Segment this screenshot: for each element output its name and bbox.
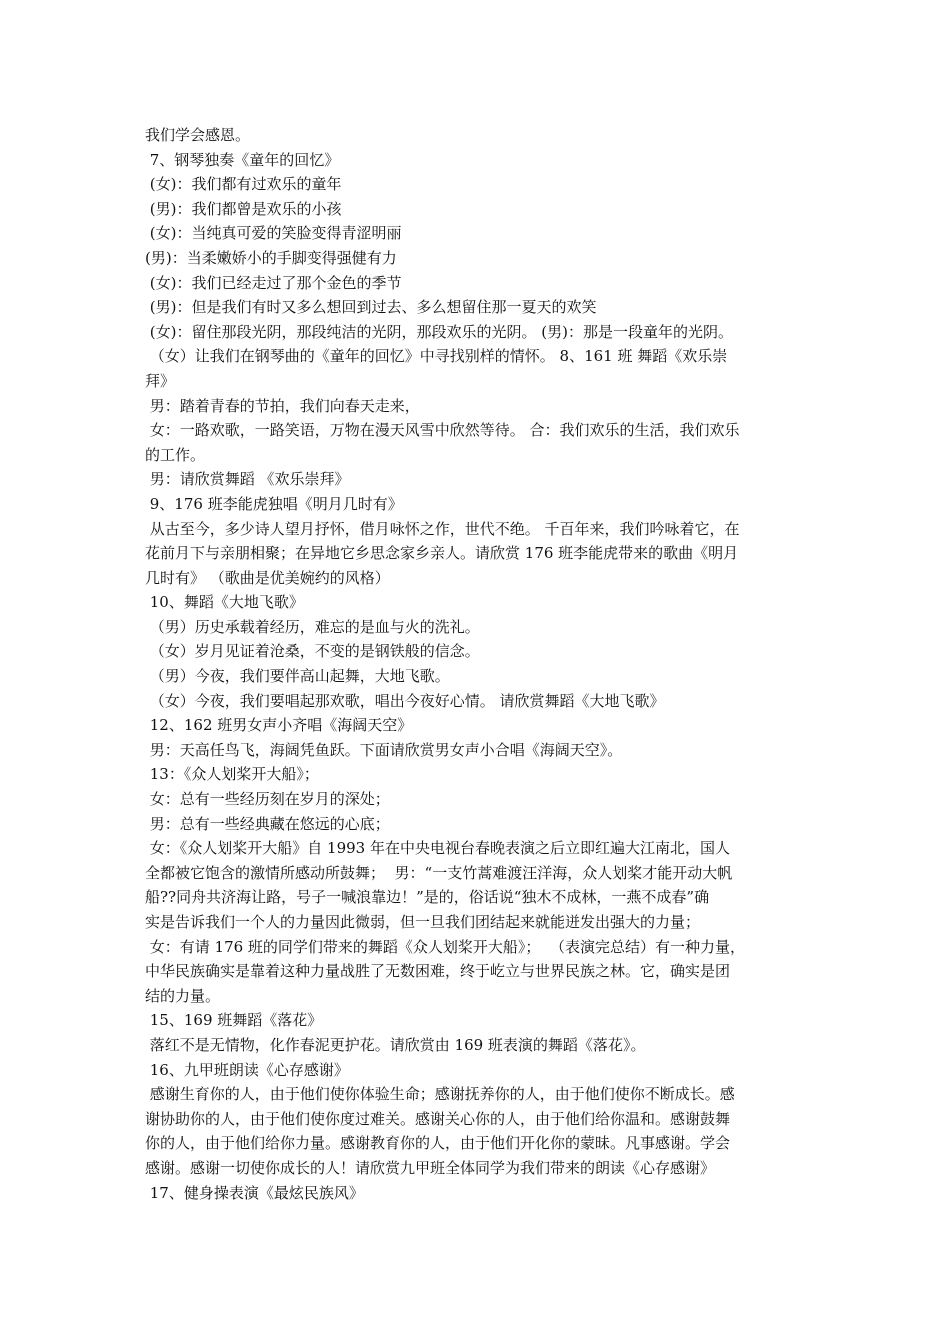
text-line: 7、钢琴独奏《童年的回忆》 xyxy=(145,150,340,169)
text-line: 16、九甲班朗读《心存感谢》 xyxy=(145,1060,349,1079)
text-line: （男）今夜，我们要伴高山起舞，大地飞歌。 xyxy=(145,667,450,686)
text-line: 花前月下与亲朋相聚；在异地它乡思念家乡亲人。请欣赏 176 班李能虎带来的歌曲《明月 xyxy=(145,544,739,563)
text-line: （女）岁月见证着沧桑，不变的是钢铁般的信念。 xyxy=(145,642,480,661)
text-line: 你的人，由于他们给你力量。感谢教育你的人，由于他们开化你的蒙昧。凡事感谢。学会 xyxy=(145,1134,731,1153)
text-line: 实是告诉我们一个人的力量因此微弱，但一旦我们团结起来就能迸发出强大的力量； xyxy=(145,913,701,931)
text-line: （女）让我们在钢琴曲的《童年的回忆》中寻找别样的情怀。 8、161 班 舞蹈《欢乐崇 xyxy=(145,347,728,366)
text-line: （男）历史承载着经历，难忘的是血与火的洗礼。 xyxy=(145,617,480,636)
text-line: (男)：但是我们有时又多么想回到过去、多么想留住那一夏天的欢笑 xyxy=(145,298,597,317)
text-line: 结的力量。 xyxy=(145,986,221,1005)
text-line: 13：《众人划桨开大船》； xyxy=(145,765,319,784)
text-line: 15、169 班舞蹈《落花》 xyxy=(145,1011,323,1030)
text-line: 女：《众人划桨开大船》自 1993 年在中央电视台春晚表演之后立即红遍大江南北，国人 xyxy=(145,839,730,858)
text-line: 男：天高任鸟飞，海阔凭鱼跃。下面请欣赏男女声小合唱《海阔天空》。 xyxy=(145,740,623,759)
text-line: (男)：当柔嫩娇小的手脚变得强健有力 xyxy=(145,248,397,267)
text-line: 全都被它饱含的激情所感动所鼓舞； 男：“一支竹蒿难渡汪洋海，众人划桨才能开动大帆 xyxy=(145,863,733,882)
text-line: (女)：留住那段光阴，那段纯洁的光阴，那段欢乐的光阴。 (男)：那是一段童年的光阴。 xyxy=(145,322,733,341)
document-body xyxy=(145,123,813,1205)
text-line: 感谢生育你的人，由于他们使你体验生命；感谢抚养你的人，由于他们使你不断成长。感 xyxy=(145,1085,735,1104)
text-line: 几时有》 （歌曲是优美婉约的风格） xyxy=(145,568,390,587)
text-line: 女：总有一些经历刻在岁月的深处； xyxy=(145,790,390,809)
text-line: （女）今夜，我们要唱起那欢歌，唱出今夜好心情。 请欣赏舞蹈《大地飞歌》 xyxy=(145,691,665,710)
text-line: 男：总有一些经典藏在悠远的心底； xyxy=(145,814,390,833)
text-line: 10、舞蹈《大地飞歌》 xyxy=(145,593,304,612)
text-line: (男)：我们都曾是欢乐的小孩 xyxy=(145,199,342,218)
text-line: 9、176 班李能虎独唱《明月几时有》 xyxy=(145,494,403,513)
text-line: 中华民族确实是靠着这种力量战胜了无数困难，终于屹立与世界民族之林。它，确实是团 xyxy=(145,962,731,981)
text-line: 女：一路欢歌，一路笑语，万物在漫天风雪中欣然等待。 合：我们欢乐的生活，我们欢乐 xyxy=(145,421,740,440)
text-line: 我们学会感恩。 xyxy=(145,126,251,144)
text-line: 从古至今，多少诗人望月抒怀，借月咏怀之作，世代不绝。 千百年来，我们吟咏着它，在 xyxy=(145,519,740,538)
text-line: 船??同舟共济海让路，号子一喊浪靠边！”是的，俗话说“独木不成林，一燕不成春”确 xyxy=(145,888,710,907)
text-line: 12、162 班男女声小齐唱《海阔天空》 xyxy=(145,716,413,735)
text-line: 感谢。感谢一切使你成长的人！请欣赏九甲班全体同学为我们带来的朗读《心存感谢》 xyxy=(145,1158,716,1177)
text-line: 谢协助你的人，由于他们使你度过难关。感谢关心你的人，由于他们给你温和。感谢鼓舞 xyxy=(145,1109,731,1128)
text-line: (女)：我们都有过欢乐的童年 xyxy=(145,175,342,194)
text-line: 男：踏着青春的节拍，我们向春天走来， xyxy=(145,396,420,415)
text-line: 女：有请 176 班的同学们带来的舞蹈《众人划桨开大船》； （表演完总结）有一种力量， xyxy=(145,937,745,956)
text-line: 落红不是无情物，化作春泥更护花。请欣赏由 169 班表演的舞蹈《落花》。 xyxy=(145,1035,646,1054)
text-line: 男：请欣赏舞蹈 《欢乐崇拜》 xyxy=(145,470,350,489)
text-line: 的工作。 xyxy=(145,445,206,464)
text-line: (女)：当纯真可爱的笑脸变得青涩明丽 xyxy=(145,224,402,243)
text-line: 拜》 xyxy=(145,371,176,390)
text-line: 17、健身操表演《最炫民族风》 xyxy=(145,1183,364,1202)
text-line: (女)：我们已经走过了那个金色的季节 xyxy=(145,273,402,292)
